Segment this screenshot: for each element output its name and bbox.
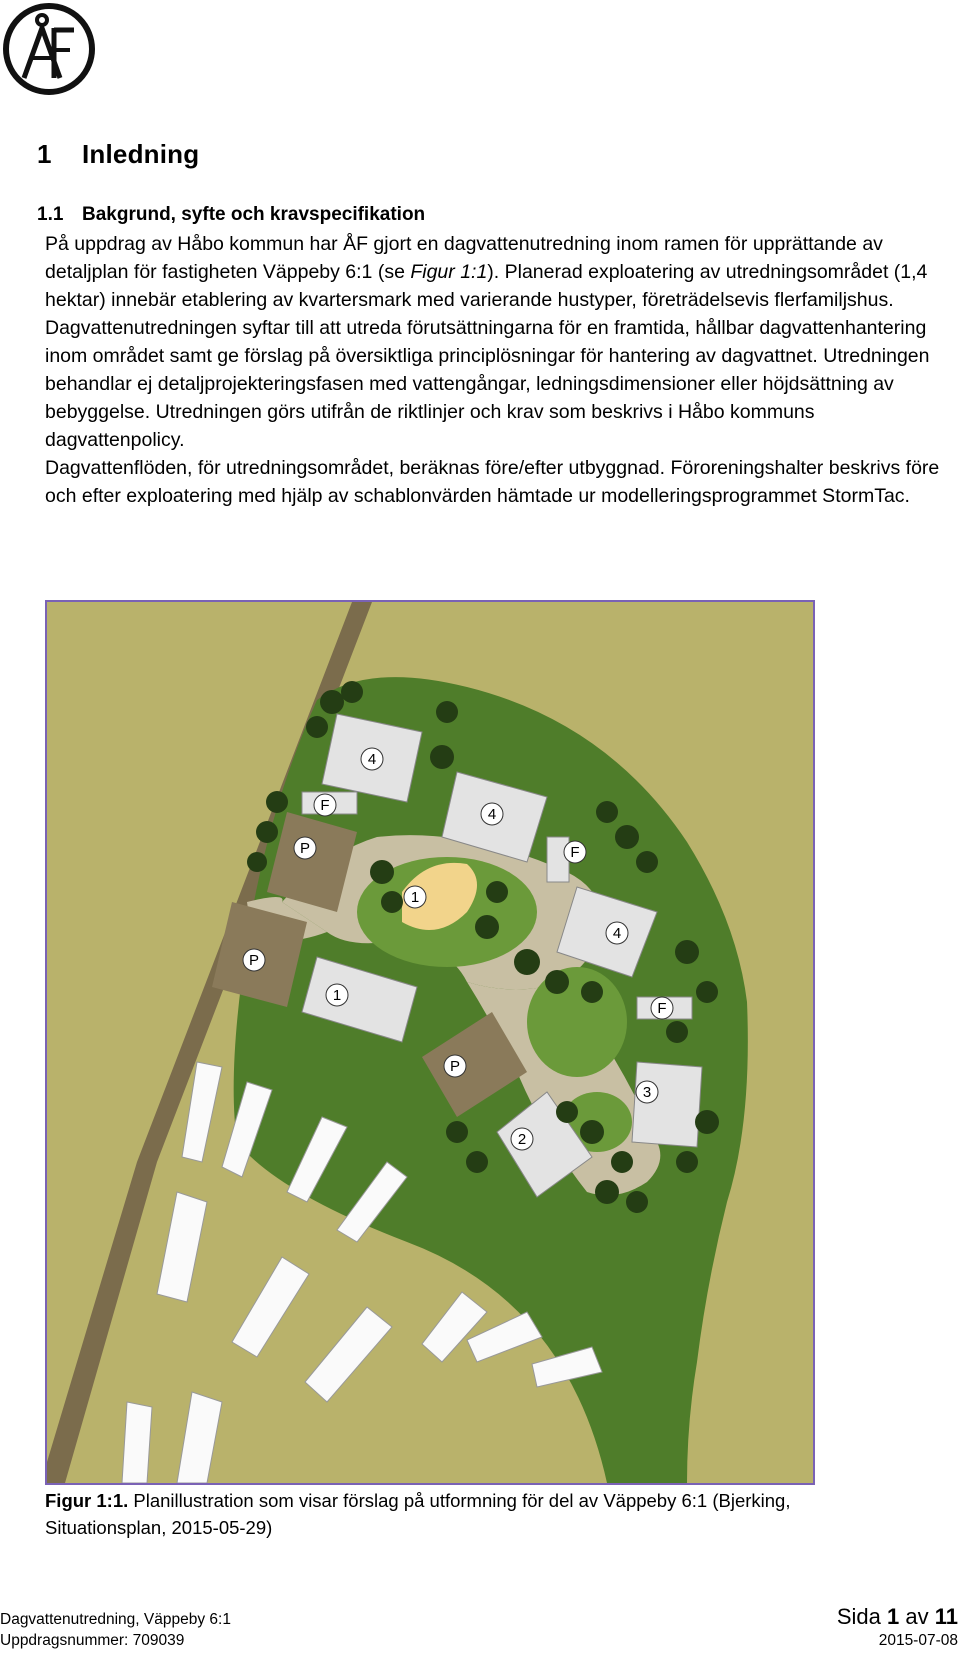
figure-reference: Figur 1:1 bbox=[410, 261, 488, 283]
label-house-b bbox=[481, 803, 503, 825]
svg-text:P: P bbox=[299, 840, 311, 857]
paragraph-3: Dagvattenflöden, för utredningsområdet, beräknas före/efter utbyggnad. Föroreningshalter beskrivs före och efter exploatering med hjälp av schablonvärden hämtade ur modelleringsprogrammet StormTac. bbox=[45, 457, 940, 507]
label-parking-a bbox=[294, 837, 316, 859]
label-house-e bbox=[636, 1081, 658, 1103]
footer-doc-title: Dagvattenutredning, Väppeby 6:1 bbox=[0, 1611, 231, 1628]
svg-text:F: F bbox=[657, 1000, 667, 1017]
page-number bbox=[837, 1604, 958, 1630]
page-word: Sida bbox=[836, 1604, 881, 1629]
footer-assignment-number: Uppdragsnummer: 709039 bbox=[0, 1632, 185, 1649]
inner-lawn-2 bbox=[527, 967, 627, 1077]
svg-text:4: 4 bbox=[487, 806, 497, 823]
label-house-c bbox=[606, 922, 628, 944]
footer-date: 2015-07-08 bbox=[878, 1632, 958, 1649]
section-heading bbox=[37, 139, 199, 170]
paragraph-1 bbox=[45, 230, 957, 314]
subsection-title: Bakgrund, syfte och kravspecifikation bbox=[82, 204, 426, 225]
site-plan-figure bbox=[45, 600, 815, 1485]
svg-text:P: P bbox=[449, 1058, 461, 1075]
label-house-d bbox=[326, 984, 348, 1006]
paragraph-1-start: På uppdrag av Håbo kommun har ÅF gjort en dagvattenutredning inom ramen för upprättande av detaljplan för fastigheten Väppeby 6:1 (se bbox=[45, 233, 883, 283]
subsection-heading bbox=[37, 204, 425, 226]
label-house-f bbox=[511, 1128, 533, 1150]
label-house-a bbox=[361, 748, 383, 770]
svg-text:2: 2 bbox=[517, 1131, 527, 1148]
caption-label: Figur 1:1. bbox=[45, 1490, 129, 1511]
page-of: av bbox=[905, 1604, 929, 1629]
body-text bbox=[45, 230, 957, 510]
label-parking-c bbox=[444, 1055, 466, 1077]
label-playground bbox=[404, 886, 426, 908]
footer-left bbox=[0, 1609, 231, 1651]
paragraph-2: Dagvattenutredningen syftar till att utreda förutsättningarna för en framtida, hållbar dagvattenhantering inom området samt ge förslag på översiktliga principlösningar för hantering av dagvattnet. Utredningen behandlar ej detaljprojekteringsfasen med vattengångar, ledningsdimensioner eller höjdsättning av bebyggelse. Utredningen görs utifrån de riktlinjer och krav som beskrivs i Håbo kommuns dagvattenpolicy. bbox=[45, 317, 930, 451]
af-logo bbox=[2, 2, 96, 96]
shed-b bbox=[547, 837, 569, 882]
page-total: 11 bbox=[934, 1604, 958, 1629]
svg-text:F: F bbox=[570, 844, 580, 861]
section-number: 1 bbox=[37, 139, 52, 169]
svg-text:1: 1 bbox=[410, 889, 420, 906]
page-current: 1 bbox=[886, 1604, 900, 1629]
svg-text:4: 4 bbox=[367, 751, 377, 768]
svg-text:1: 1 bbox=[332, 987, 342, 1004]
building-e bbox=[632, 1062, 702, 1147]
footer-right bbox=[837, 1604, 958, 1651]
svg-text:P: P bbox=[248, 952, 260, 969]
subsection-number: 1.1 bbox=[37, 204, 64, 225]
figure-caption bbox=[45, 1487, 905, 1541]
site-plan-illustration bbox=[47, 602, 813, 1483]
svg-text:3: 3 bbox=[642, 1084, 652, 1101]
label-shed-a bbox=[314, 794, 336, 816]
svg-text:4: 4 bbox=[612, 925, 622, 942]
svg-text:F: F bbox=[320, 797, 330, 814]
paragraph-1-end: ). Planerad exploatering av utredningsområdet (1,4 hektar) innebär etablering av kvartersmark med varierande hustyper, företrädelsevis flerfamiljshus. bbox=[45, 261, 928, 311]
label-shed-b bbox=[564, 841, 586, 863]
label-parking-b bbox=[243, 949, 265, 971]
caption-text: Planillustration som visar förslag på utformning för del av Väppeby 6:1 (Bjerking, Situationsplan, 2015-05-29) bbox=[45, 1490, 791, 1538]
label-shed-c bbox=[651, 997, 673, 1019]
section-title: Inledning bbox=[82, 139, 200, 169]
